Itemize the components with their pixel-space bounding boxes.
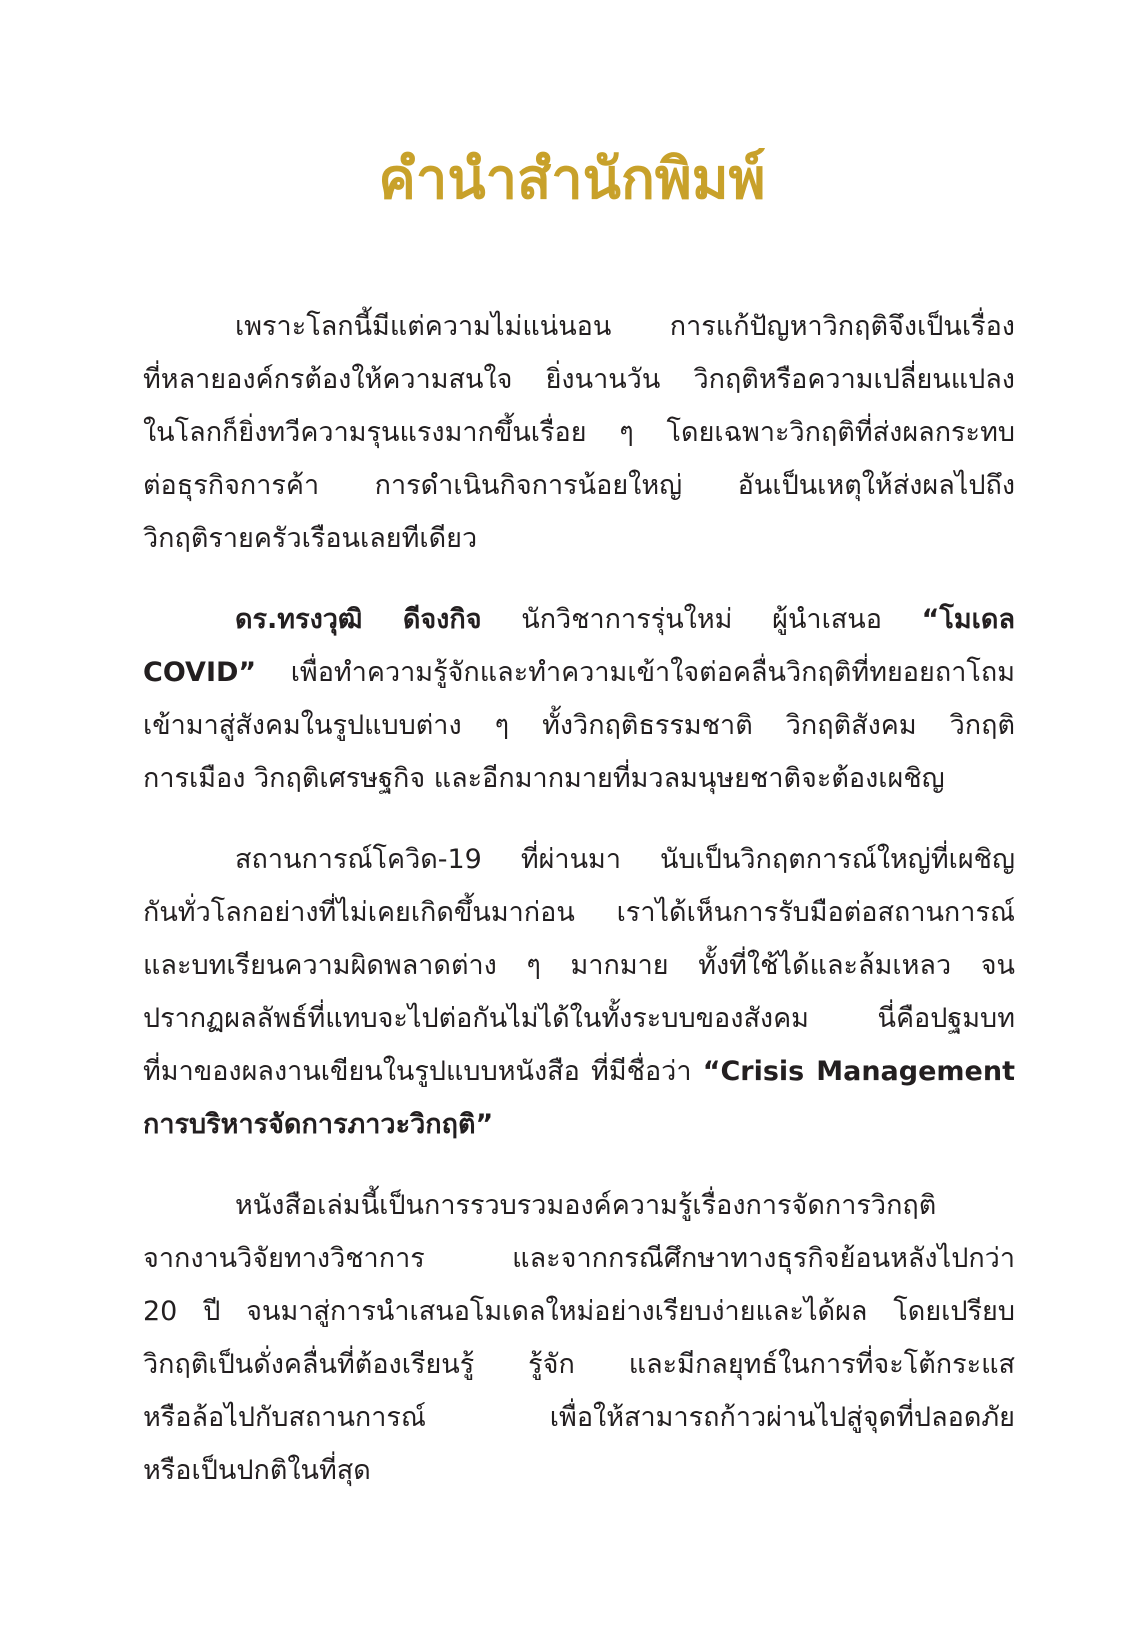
paragraph-text: นักวิชาการรุ่นใหม่ ผู้นำเสนอ bbox=[481, 604, 922, 635]
paragraph-line: จากงานวิจัยทางวิชาการ และจากกรณีศึกษาทางธุรกิจย้อนหลังไปกว่า bbox=[143, 1243, 1015, 1274]
paragraph-line: หรือล้อไปกับสถานการณ์ เพื่อให้สามารถก้าวผ่านไปสู่จุดที่ปลอดภัย bbox=[143, 1402, 1015, 1433]
paragraph-line: ที่หลายองค์กรต้องให้ความสนใจ ยิ่งนานวัน วิกฤติหรือความเปลี่ยนแปลง bbox=[143, 364, 1015, 395]
paragraph-line bbox=[143, 593, 1015, 646]
paragraph-text: ที่มาของผลงานเขียนในรูปแบบหนังสือ ที่มีชื่อว่า bbox=[143, 1056, 703, 1087]
paragraph-3 bbox=[143, 833, 1015, 1151]
paragraph-line bbox=[143, 646, 1015, 699]
paragraph-line: และบทเรียนความผิดพลาดต่าง ๆ มากมาย ทั้งที่ใช้ได้และล้มเหลว จน bbox=[143, 950, 1015, 981]
paragraph-line: 20 ปี จนมาสู่การนำเสนอโมเดลใหม่อย่างเรียบง่ายและได้ผล โดยเปรียบ bbox=[143, 1296, 1015, 1327]
paragraph-line: วิกฤติรายครัวเรือนเลยทีเดียว bbox=[143, 523, 478, 554]
book-title: การบริหารจัดการภาวะวิกฤติ” bbox=[143, 1109, 494, 1140]
paragraph-2 bbox=[143, 593, 1015, 805]
paragraph-line: เพราะโลกนี้มีแต่ความไม่แน่นอน การแก้ปัญหาวิกฤติจึงเป็นเรื่อง bbox=[235, 311, 1015, 342]
document-body bbox=[143, 300, 1015, 1525]
paragraph-line bbox=[143, 1045, 1015, 1098]
paragraph-line: ต่อธุรกิจการค้า การดำเนินกิจการน้อยใหญ่ อันเป็นเหตุให้ส่งผลไปถึง bbox=[143, 470, 1015, 501]
paragraph-line: ในโลกก็ยิ่งทวีความรุนแรงมากขึ้นเรื่อย ๆ โดยเฉพาะวิกฤติที่ส่งผลกระทบ bbox=[143, 417, 1015, 448]
paragraph-line: วิกฤติเป็นดั่งคลื่นที่ต้องเรียนรู้ รู้จัก และมีกลยุทธ์ในการที่จะโต้กระแส bbox=[143, 1349, 1015, 1380]
author-name: ดร.ทรงวุฒิ ดีจงกิจ bbox=[235, 604, 482, 635]
paragraph-text: เพื่อทำความรู้จักและทำความเข้าใจต่อคลื่นวิกฤติที่ทยอยถาโถม bbox=[256, 657, 1015, 688]
book-title: “Crisis Management bbox=[702, 1056, 1015, 1087]
paragraph-4 bbox=[143, 1179, 1015, 1497]
paragraph-line: ปรากฏผลลัพธ์ที่แทบจะไปต่อกันไม่ได้ในทั้งระบบของสังคม นี่คือปฐมบท bbox=[143, 1003, 1015, 1034]
page-title: คำนำสำนักพิมพ์ bbox=[378, 147, 766, 212]
paragraph-line bbox=[143, 1098, 1015, 1151]
paragraph-line: หนังสือเล่มนี้เป็นการรวบรวมองค์ความรู้เรื่องการจัดการวิกฤติ bbox=[235, 1190, 937, 1221]
model-name: COVID” bbox=[143, 657, 257, 688]
paragraph-1 bbox=[143, 300, 1015, 565]
paragraph-line: เข้ามาสู่สังคมในรูปแบบต่าง ๆ ทั้งวิกฤติธรรมชาติ วิกฤติสังคม วิกฤติ bbox=[143, 710, 1015, 741]
paragraph-line: หรือเป็นปกติในที่สุด bbox=[143, 1455, 371, 1486]
model-name: “โมเดล bbox=[921, 604, 1015, 635]
paragraph-line: กันทั่วโลกอย่างที่ไม่เคยเกิดขึ้นมาก่อน เราได้เห็นการรับมือต่อสถานการณ์ bbox=[143, 897, 1015, 928]
paragraph-line: สถานการณ์โควิด-19 ที่ผ่านมา นับเป็นวิกฤตการณ์ใหญ่ที่เผชิญ bbox=[235, 844, 1015, 875]
paragraph-line: การเมือง วิกฤติเศรษฐกิจ และอีกมากมายที่มวลมนุษยชาติจะต้องเผชิญ bbox=[143, 763, 945, 794]
